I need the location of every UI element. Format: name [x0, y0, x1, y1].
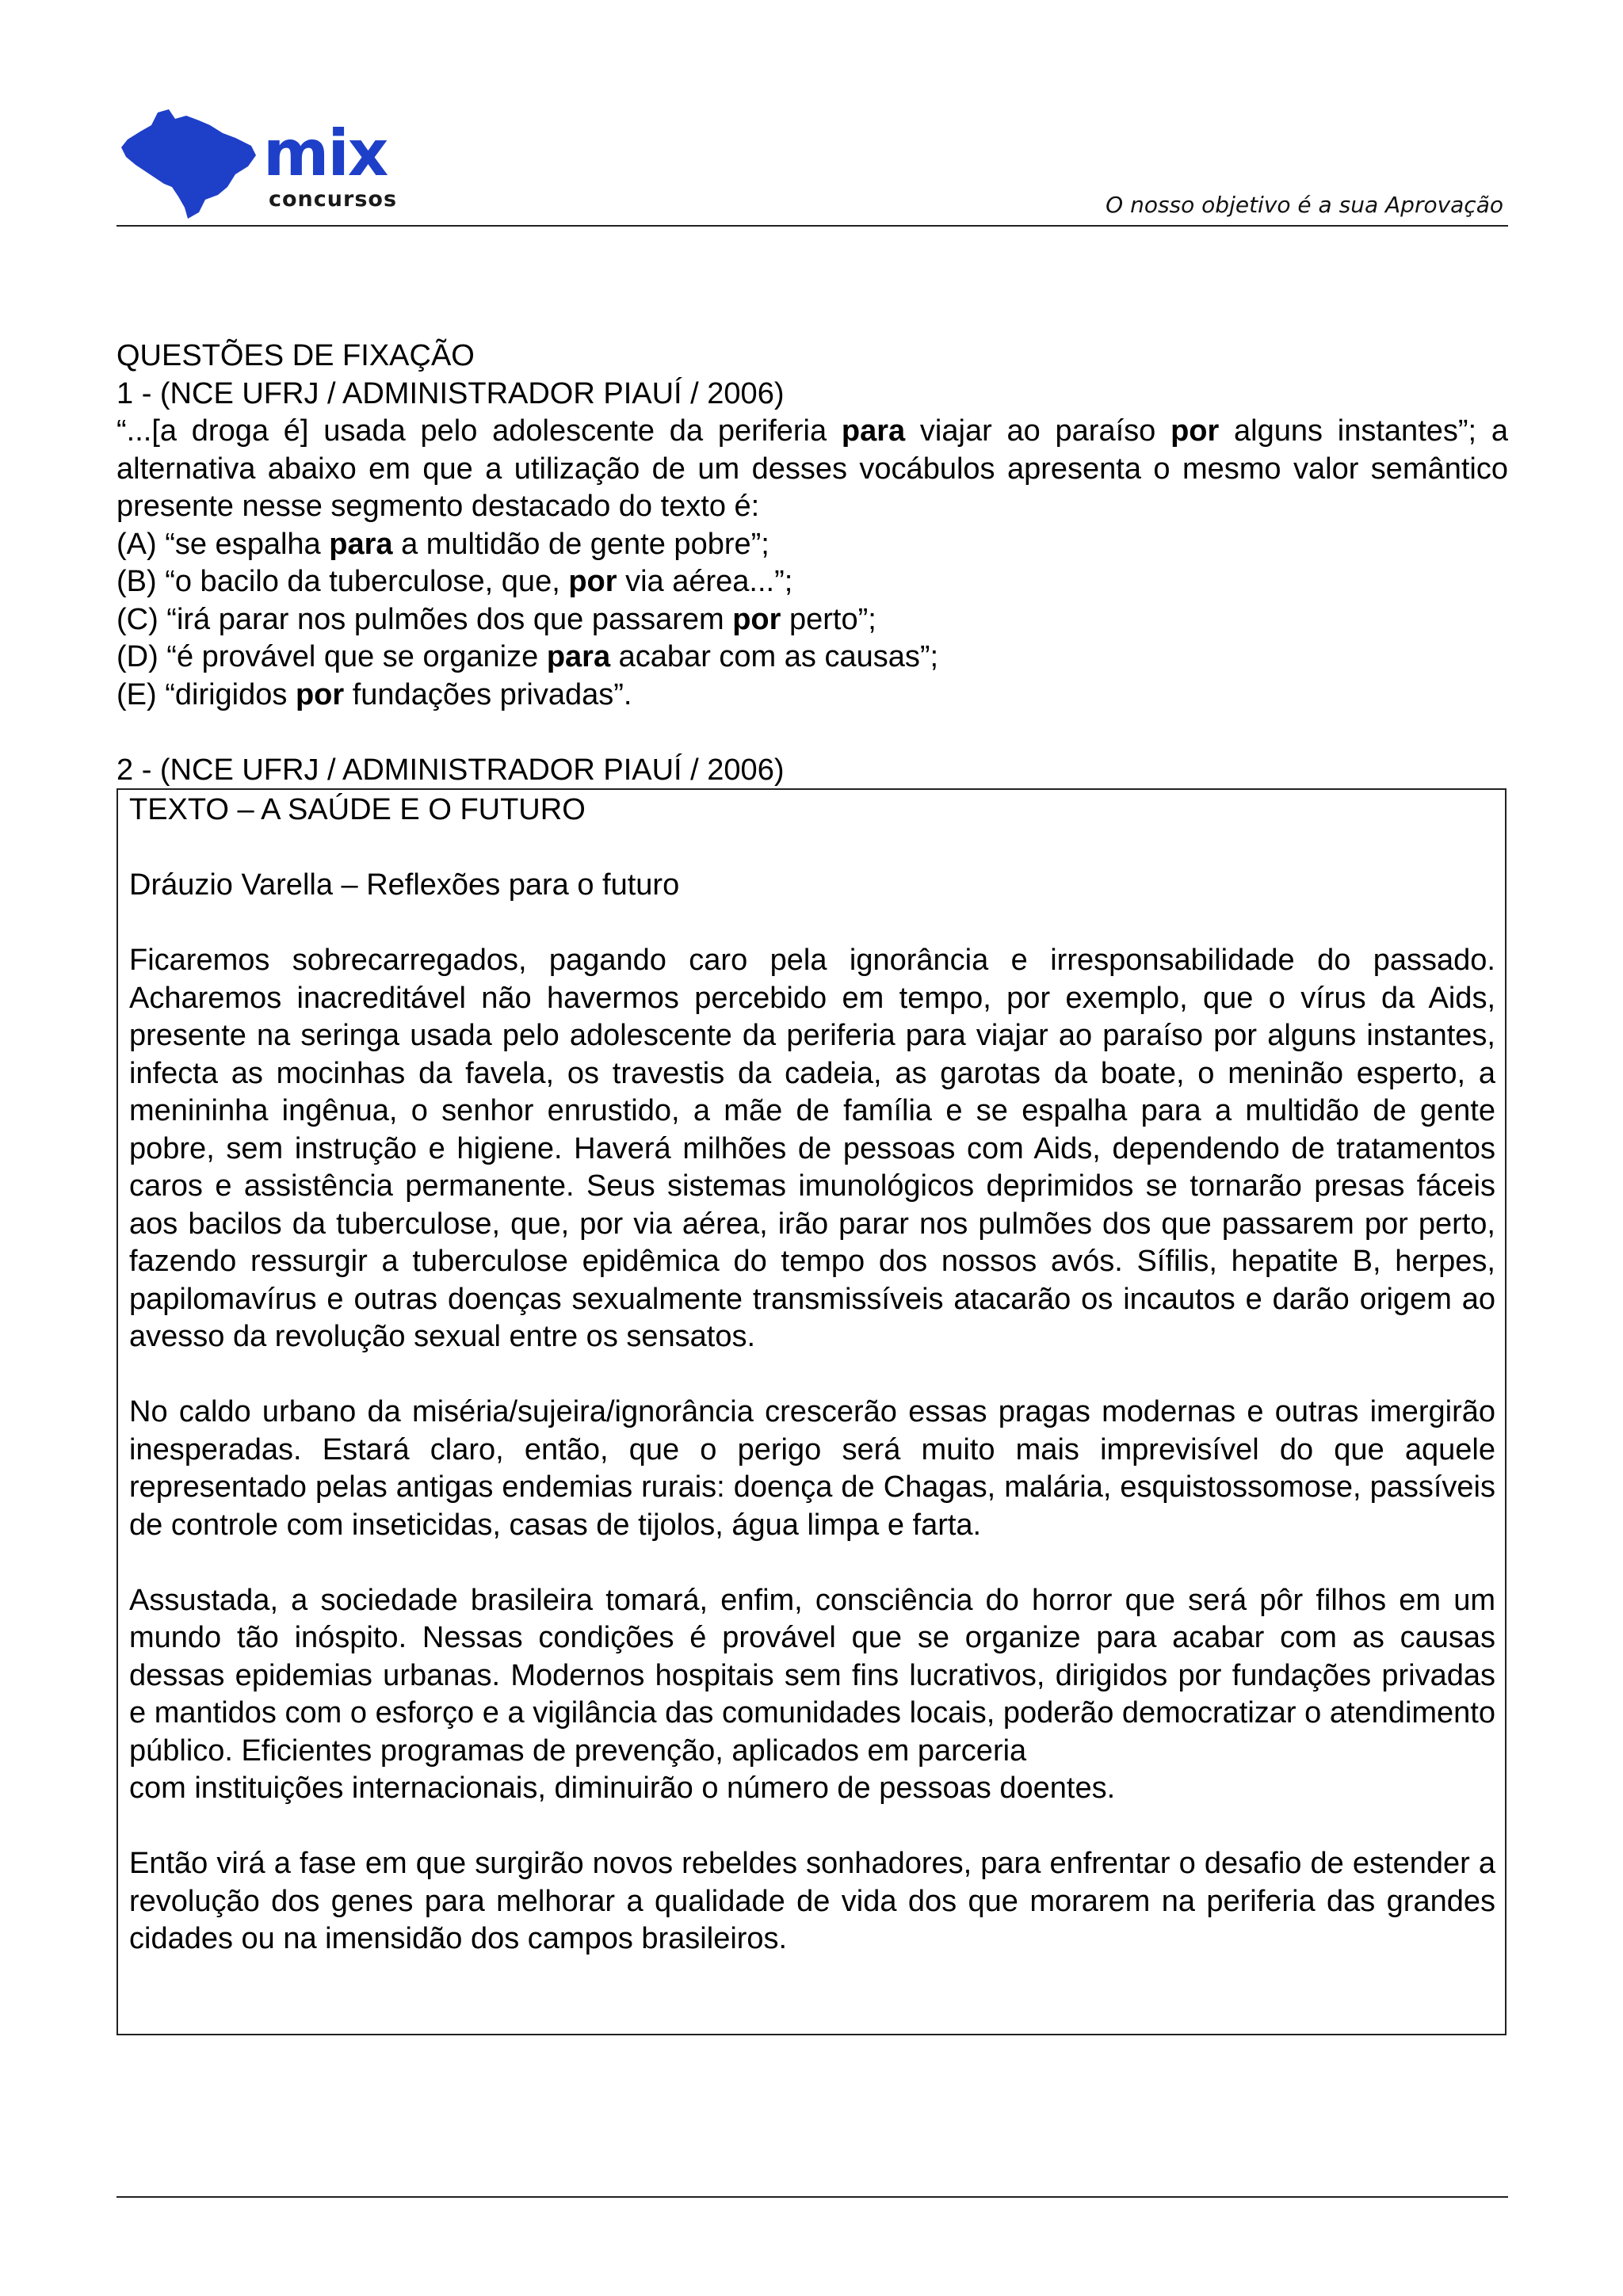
question-1-stem	[116, 413, 1508, 526]
option-d: (D) “é provável que se organize para acabar com as causas”;	[116, 640, 939, 673]
text-paragraph: Ficaremos sobrecarregados, pagando caro pela ignorância e irresponsabilidade do passado. Acharemos inacreditável não havermos percebido em tempo, por exemplo, que o vírus da Aids, presente na seringa usada pelo adolescente da periferia para viajar ao paraíso por alguns instantes, infecta as mocinhas da favela, os travestis da cadeia, as garotas da boate, o meninão esperto, a menininha ingênua, o senhor enrustido, a mãe de família e se espalha para a multidão de gente pobre, sem instrução e higiene. Haverá milhões de pessoas com Aids, dependendo de tratamentos caros e assistência permanente. Seus sistemas imunológicos deprimidos se tornarão presas fáceis aos bacilos da tuberculose, que, por via aérea, irão parar nos pulmões dos que passarem por perto, fazendo ressurgir a tuberculose epidêmica do tempo dos nossos avós. Sífilis, hepatite B, herpes, papilomavírus e outras doenças sexualmente transmissíveis atacarão os incautos e darão origem ao avesso da revolução sexual entre os sensatos.	[129, 944, 1495, 1353]
option-c: (C) “irá parar nos pulmões dos que passarem por perto”;	[116, 602, 876, 636]
stem-bold-word: por	[1170, 414, 1220, 448]
stem-text: viajar ao paraíso	[905, 414, 1171, 448]
mix-concursos-logo	[116, 101, 418, 228]
stem-text: alguns instantes”; a alternativa abaixo em que a utilização de um desses vocábulos apresenta o mesmo valor semântico presente nesse segmento destacado do texto é:	[116, 414, 1508, 523]
page-header	[116, 93, 1508, 227]
text-box	[116, 788, 1507, 2035]
questions-content	[116, 338, 1508, 789]
brazil-map-icon	[116, 101, 267, 220]
option-b: (B) “o bacilo da tuberculose, que, por via aérea...”;	[116, 565, 793, 598]
text-paragraph: Assustada, a sociedade brasileira tomará, enfim, consciência do horror que será pôr filhos em um mundo tão inóspito. Nessas condições é provável que se organize para acabar com as causas dessas epidemias urbanas. Modernos hospitais sem fins lucrativos, dirigidos por fundações privadas e mantidos com o esforço e a vigilância das comunidades locais, poderão democratizar o atendimento público. Eficientes programas de prevenção, aplicados em parceria	[129, 1583, 1495, 1768]
section-title: QUESTÕES DE FIXAÇÃO	[116, 339, 475, 372]
option-e: (E) “dirigidos por fundações privadas”.	[116, 677, 632, 711]
text-author: Dráuzio Varella – Reflexões para o futuro	[129, 868, 680, 902]
text-paragraph: No caldo urbano da miséria/sujeira/ignorância crescerão essas pragas modernas e outras imergirão inesperadas. Estará claro, então, que o perigo será muito mais imprevisível do que aquele representado pelas antigas endemias rurais: doença de Chagas, malária, esquistossomose, passíveis de controle com inseticidas, casas de tijolos, água limpa e farta.	[129, 1395, 1495, 1542]
question-2-heading: 2 - (NCE UFRJ / ADMINISTRADOR PIAUÍ / 2006)	[116, 753, 785, 787]
option-a: (A) “se espalha para a multidão de gente pobre”;	[116, 527, 769, 561]
stem-text: “...[a droga é] usada pelo adolescente da periferia	[116, 414, 842, 448]
header-slogan: O nosso objetivo é a sua Aprovação	[1106, 192, 1503, 218]
stem-bold-word: para	[841, 414, 906, 448]
footer-divider	[116, 2196, 1508, 2198]
logo-subtitle: concursos	[269, 187, 398, 212]
text-title: TEXTO – A SAÚDE E O FUTURO	[129, 793, 586, 826]
text-paragraph: Então virá a fase em que surgirão novos rebeldes sonhadores, para enfrentar o desafio de estender a revolução dos genes para melhorar a qualidade de vida dos que morarem na periferia das grandes cidades ou na imensidão dos campos brasileiros.	[129, 1847, 1495, 1955]
logo-wordmark: mix	[263, 116, 388, 190]
text-paragraph: com instituições internacionais, diminuirão o número de pessoas doentes.	[129, 1772, 1116, 1805]
question-1-heading: 1 - (NCE UFRJ / ADMINISTRADOR PIAUÍ / 2006)	[116, 376, 785, 410]
